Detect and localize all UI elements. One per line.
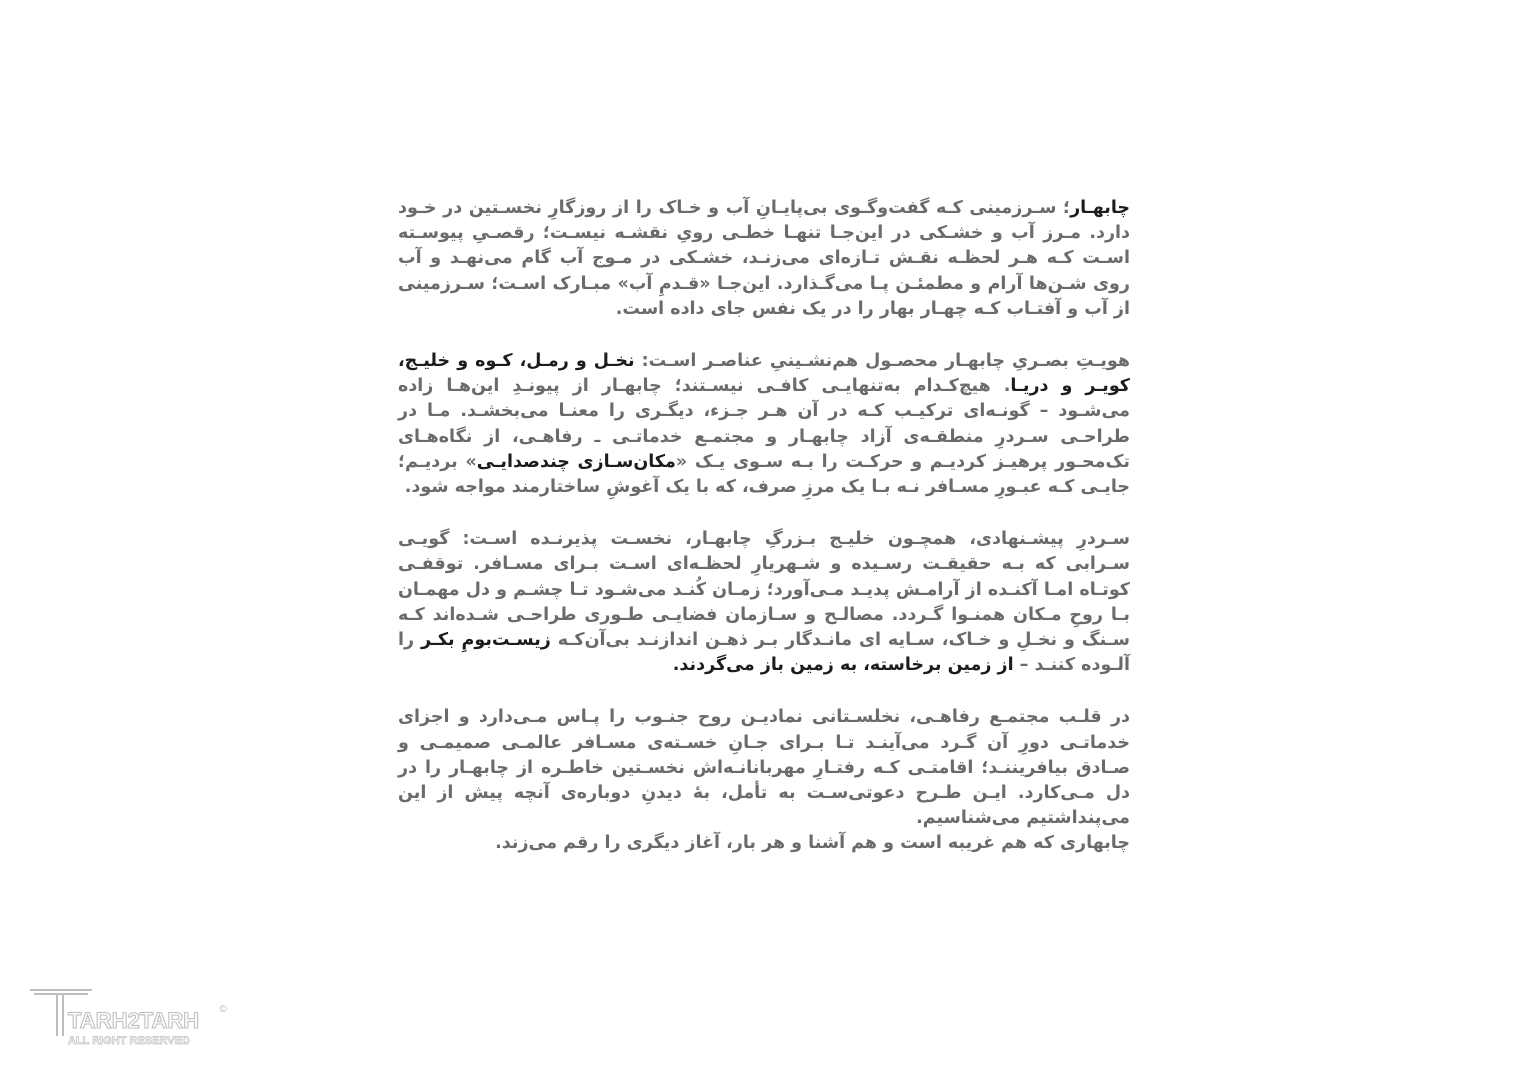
text-segment: از زمین برخاسته، به زمین باز می‌گردند. [672,655,1014,676]
tarh2tarh-logo [28,986,238,1052]
text-segment: ؛ سـرزمینی کـه گفت‌وگـوی بی‌پایـانِ آب و خـاک را از روزگارِ نخسـتین در خـود دارد. مـرز آب و خشـکی در این‌جـا تنهـا خطـی رویِ نقشـه نیسـت؛ رقصـیِ پیوسـته اسـت کـه هـر لحظـه نقـش تـازه‌ای می‌زنـد، خشـکی در مـوج آب گام می‌نهـد و آب روی شـن‌ها آرام و مطمئـن پـا می‌گـذارد. این‌جـا «قـدمِ آب» مبـارک اسـت؛ سـرزمینی از آب و آفتـاب کـه چهـار بهار را در یک نفس جای داده است. [398,198,1130,319]
paragraph-complex [398,705,1130,856]
paragraph-gateway [398,527,1130,678]
text-segment: چابهـار [1070,198,1130,218]
text-segment: » بردیـم؛ جایـی کـه عبـورِ مسـافر نـه بـا یک مرزِ صرف، که با یک آغوشِ ساختارمند مواجه شود. [398,451,1130,498]
article-body [398,196,1130,857]
text-segment: را آلـوده کننـد – [398,630,1130,676]
logo-wordmark: TARH2TARH [68,1008,200,1033]
copyright-icon: © [218,1004,228,1015]
text-segment: مکان‌سـازی چندصدایـی [476,451,676,472]
text-segment: زیسـت‌بومِ بکـر [421,630,551,651]
text-segment: در قلـب مجتمـع رفاهـی، نخلسـتانی نمادیـن روح جنـوب را پـاس مـی‌دارد و اجزای خدماتـی دورِ آن گـرد می‌آینـد تـا بـرای جـانِ خسـته‌ی مسـافر عالمـی صمیمـی و صـادق بیافریننـد؛ اقامتـی کـه رفتـارِ مهربانانـه‌اش نخسـتین خاطـره از چابهـار را در دل مـی‌کارد. ایـن طـرح دعوتی‌سـت به تأمل، بهٔ دیدنِ دوباره‌ی آنچه پیش از این می‌پنداشتیم می‌شناسیم. [398,707,1130,829]
logo-subtext: ALL RIGHT RESERVED [68,1035,190,1047]
paragraph-visual-identity [398,349,1130,500]
paragraph-intro [398,196,1130,322]
text-segment: . هیچ‌کـدام به‌تنهایـی کافـی نیسـتند؛ چابهـار از پیونـدِ این‌هـا زاده می‌شـود – گونـه‌ای ترکیـب کـه در آن هـر جـزء، دیگـری را معنـا می‌بخشـد. مـا در طراحـی سـردرِ منطقـه‌ی آزاد چابهـار و مجتمـع خدماتـی ـ رفاهـی، از نگاه‌هـای تک‌محـور پرهیـز کردیـم و حرکـت را بـه سـوی یـک « [398,376,1130,472]
text-segment: نخـل و رمـل، کـوه و خلیـج، کویـر و دریـا [398,351,1130,397]
text-segment: هویـتِ بصـریِ چابهـار محصـول هم‌نشـینیِ عناصـر اسـت: [634,351,1130,372]
text-segment: سـردرِ پیشـنهادی، همچـون خلیـج بـزرگِ چابهـار، نخسـت پذیرنـده اسـت: گویـی سـرابی که بـه حقیقـت رسـیده و شـهریارِ لحظـه‌ای اسـت بـرای مسـافر. توقفـی کوتـاه امـا آکنـده از آرامـش پدیـد مـی‌آورد؛ زمـان کُنـد می‌شـود تـا چشـم و دل مهمـان بـا روحِ مـکان همنـوا گـردد. مصالـح و سـازمان فضایـی طـوری طراحـی شـده‌اند کـه سـنگ و نخـلِ و خـاک، سـایه ای مانـدگار بـر ذهـن اندازنـد بی‌آن‌کـه [398,529,1130,651]
text-segment: چابهاری که هم غریبه است و هم آشنا و هر بار، آغاز دیگری را رقم می‌زند. [495,833,1130,854]
